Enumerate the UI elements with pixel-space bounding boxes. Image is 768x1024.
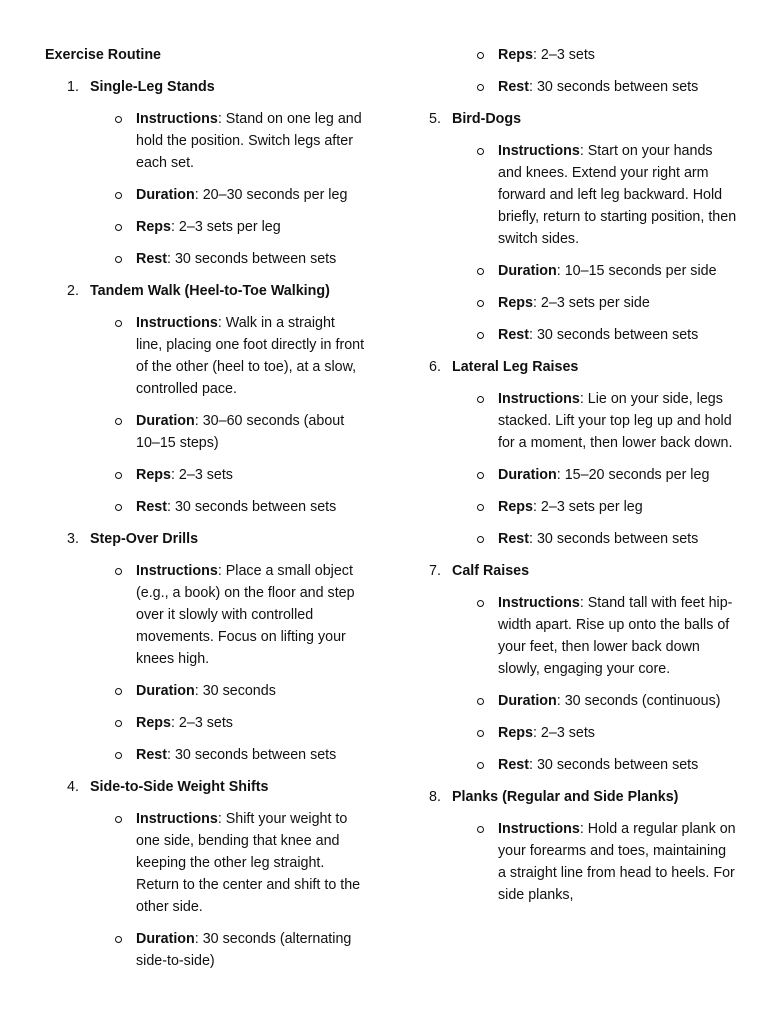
bullet-icon	[115, 752, 122, 759]
exercise-heading	[407, 560, 737, 582]
list-item	[45, 928, 365, 972]
list-item	[407, 754, 737, 776]
item-label: Rest	[498, 327, 529, 343]
exercise-number: 1.	[67, 79, 79, 95]
bullet-icon	[477, 826, 484, 833]
exercise-name: Lateral Leg Raises	[452, 359, 579, 375]
item-label: Rest	[136, 251, 167, 267]
item-label: Reps	[498, 295, 533, 311]
list-item	[45, 312, 365, 400]
item-label: Duration	[136, 413, 195, 429]
document-title: Exercise Routine	[45, 47, 162, 63]
item-text: : 30 seconds (continuous)	[556, 693, 721, 709]
list-item	[407, 496, 737, 518]
item-label: Duration	[136, 187, 195, 203]
exercise-details	[407, 592, 737, 776]
list-item	[407, 818, 737, 906]
item-text: : 15–20 seconds per leg	[556, 467, 710, 483]
exercise-heading	[45, 776, 365, 798]
bullet-icon	[115, 256, 122, 263]
exercise-details	[407, 388, 737, 550]
bullet-icon	[115, 568, 122, 575]
item-text: : 2–3 sets	[532, 47, 595, 63]
item-text: : 30 seconds between sets	[529, 531, 699, 547]
bullet-icon	[477, 472, 484, 479]
list-item	[45, 410, 365, 454]
item-text: : 30 seconds (alternating side-to-side)	[136, 931, 352, 969]
list-item	[45, 680, 365, 702]
item-label: Duration	[136, 931, 195, 947]
item-text: : 30–60 seconds (about 10–15 steps)	[136, 413, 345, 451]
list-item	[45, 560, 365, 670]
bullet-icon	[115, 816, 122, 823]
bullet-icon	[477, 396, 484, 403]
list-item	[407, 388, 737, 454]
exercise-number: 4.	[67, 779, 79, 795]
item-label: Rest	[498, 757, 529, 773]
item-label: Duration	[498, 693, 557, 709]
item-label: Instructions	[136, 563, 218, 579]
item-label: Reps	[498, 47, 533, 63]
bullet-icon	[115, 192, 122, 199]
bullet-icon	[477, 730, 484, 737]
exercise-name: Side-to-Side Weight Shifts	[90, 779, 269, 795]
list-item	[45, 108, 365, 174]
exercise-4	[45, 776, 365, 972]
list-item	[407, 690, 737, 712]
bullet-icon	[477, 698, 484, 705]
item-text: : Start on your hands and knees. Extend your right arm forward and left leg backward. Hold briefly, return to starting position, then switch sides.	[498, 143, 737, 247]
exercise-number: 6.	[429, 359, 441, 375]
item-text: : 2–3 sets per leg	[170, 219, 281, 235]
exercise-2	[45, 280, 365, 518]
list-item	[407, 76, 737, 98]
bullet-icon	[115, 116, 122, 123]
list-item	[407, 592, 737, 680]
bullet-icon	[477, 762, 484, 769]
item-text: : Stand tall with feet hip-width apart. Rise up onto the balls of your feet, then lower back down slowly, engaging your core.	[498, 595, 733, 677]
list-item	[407, 722, 737, 744]
bullet-icon	[477, 268, 484, 275]
item-label: Duration	[498, 263, 557, 279]
item-label: Rest	[136, 747, 167, 763]
item-text: : 2–3 sets	[170, 715, 233, 731]
item-text: : 30 seconds between sets	[167, 499, 337, 515]
list-item	[407, 44, 737, 66]
exercise-details	[45, 108, 365, 270]
item-label: Instructions	[498, 595, 580, 611]
bullet-icon	[115, 472, 122, 479]
bullet-icon	[477, 148, 484, 155]
exercise-number: 2.	[67, 283, 79, 299]
item-label: Instructions	[498, 143, 580, 159]
exercise-heading	[407, 356, 737, 378]
exercise-details	[45, 808, 365, 972]
bullet-icon	[477, 84, 484, 91]
exercise-number: 3.	[67, 531, 79, 547]
left-column	[45, 44, 365, 982]
item-text: : Lie on your side, legs stacked. Lift your top leg up and hold for a moment, then lower back down.	[498, 391, 733, 451]
exercise-details	[45, 560, 365, 766]
list-item	[407, 528, 737, 550]
exercise-details	[407, 140, 737, 346]
list-item	[45, 744, 365, 766]
exercise-4-continued	[407, 44, 737, 98]
item-text: : Walk in a straight line, placing one foot directly in front of the other (heel to toe), at a slow, controlled pace.	[136, 315, 365, 397]
item-text: : 2–3 sets	[170, 467, 233, 483]
item-label: Reps	[136, 467, 171, 483]
item-label: Instructions	[498, 821, 580, 837]
exercise-details	[45, 312, 365, 518]
item-text: : 30 seconds between sets	[529, 757, 699, 773]
exercise-heading	[45, 528, 365, 550]
bullet-icon	[477, 300, 484, 307]
exercise-number: 8.	[429, 789, 441, 805]
item-label: Rest	[498, 531, 529, 547]
bullet-icon	[477, 52, 484, 59]
bullet-icon	[477, 504, 484, 511]
item-label: Reps	[498, 725, 533, 741]
exercise-heading	[407, 786, 737, 808]
bullet-icon	[115, 720, 122, 727]
item-text: : Hold a regular plank on your forearms and toes, maintaining a straight line from head to heels. For side planks,	[498, 821, 736, 903]
item-label: Duration	[498, 467, 557, 483]
bullet-icon	[115, 936, 122, 943]
item-label: Instructions	[136, 315, 218, 331]
exercise-7	[407, 560, 737, 776]
item-text: : 20–30 seconds per leg	[194, 187, 348, 203]
list-item	[45, 216, 365, 238]
exercise-3	[45, 528, 365, 766]
exercise-8	[407, 786, 737, 906]
item-text: : 30 seconds between sets	[529, 327, 699, 343]
exercise-number: 5.	[429, 111, 441, 127]
exercise-number: 7.	[429, 563, 441, 579]
item-text: : 30 seconds between sets	[529, 79, 699, 95]
bullet-icon	[115, 224, 122, 231]
list-item	[407, 324, 737, 346]
exercise-name: Tandem Walk (Heel-to-Toe Walking)	[90, 283, 330, 299]
item-text: : 2–3 sets per side	[532, 295, 650, 311]
item-text: : Place a small object (e.g., a book) on the floor and step over it slowly with controlled movements. Focus on lifting your knees high.	[136, 563, 355, 667]
list-item	[45, 184, 365, 206]
list-item	[45, 496, 365, 518]
list-item	[407, 140, 737, 250]
item-text: : Shift your weight to one side, bending that knee and keeping the other leg straight. Return to the center and shift to the other side.	[136, 811, 361, 915]
item-text: : 2–3 sets per leg	[532, 499, 643, 515]
item-text: : 30 seconds	[194, 683, 276, 699]
bullet-icon	[115, 504, 122, 511]
exercise-heading	[45, 76, 365, 98]
list-item	[45, 464, 365, 486]
right-column	[407, 44, 737, 916]
item-label: Rest	[136, 499, 167, 515]
exercise-heading	[45, 280, 365, 302]
list-item	[45, 248, 365, 270]
item-label: Rest	[498, 79, 529, 95]
list-item	[407, 464, 737, 486]
item-label: Reps	[136, 219, 171, 235]
item-text: : 10–15 seconds per side	[556, 263, 717, 279]
item-text: : Stand on one leg and hold the position. Switch legs after each set.	[136, 111, 362, 171]
bullet-icon	[115, 320, 122, 327]
exercise-1	[45, 76, 365, 270]
item-label: Instructions	[498, 391, 580, 407]
item-label: Reps	[136, 715, 171, 731]
bullet-icon	[115, 418, 122, 425]
exercise-name: Planks (Regular and Side Planks)	[452, 789, 679, 805]
bullet-icon	[477, 600, 484, 607]
exercise-5	[407, 108, 737, 346]
exercise-name: Calf Raises	[452, 563, 530, 579]
bullet-icon	[115, 688, 122, 695]
exercise-details	[407, 818, 737, 906]
list-item	[45, 808, 365, 918]
list-item	[45, 712, 365, 734]
exercise-name: Step-Over Drills	[90, 531, 199, 547]
item-label: Instructions	[136, 811, 218, 827]
item-text: : 30 seconds between sets	[167, 747, 337, 763]
exercise-heading	[407, 108, 737, 130]
item-label: Instructions	[136, 111, 218, 127]
exercise-6	[407, 356, 737, 550]
exercise-name: Bird-Dogs	[452, 111, 522, 127]
list-item	[407, 260, 737, 282]
item-text: : 30 seconds between sets	[167, 251, 337, 267]
item-label: Duration	[136, 683, 195, 699]
list-item	[407, 292, 737, 314]
item-text: : 2–3 sets	[532, 725, 595, 741]
bullet-icon	[477, 332, 484, 339]
exercise-name: Single-Leg Stands	[90, 79, 215, 95]
bullet-icon	[477, 536, 484, 543]
item-label: Reps	[498, 499, 533, 515]
